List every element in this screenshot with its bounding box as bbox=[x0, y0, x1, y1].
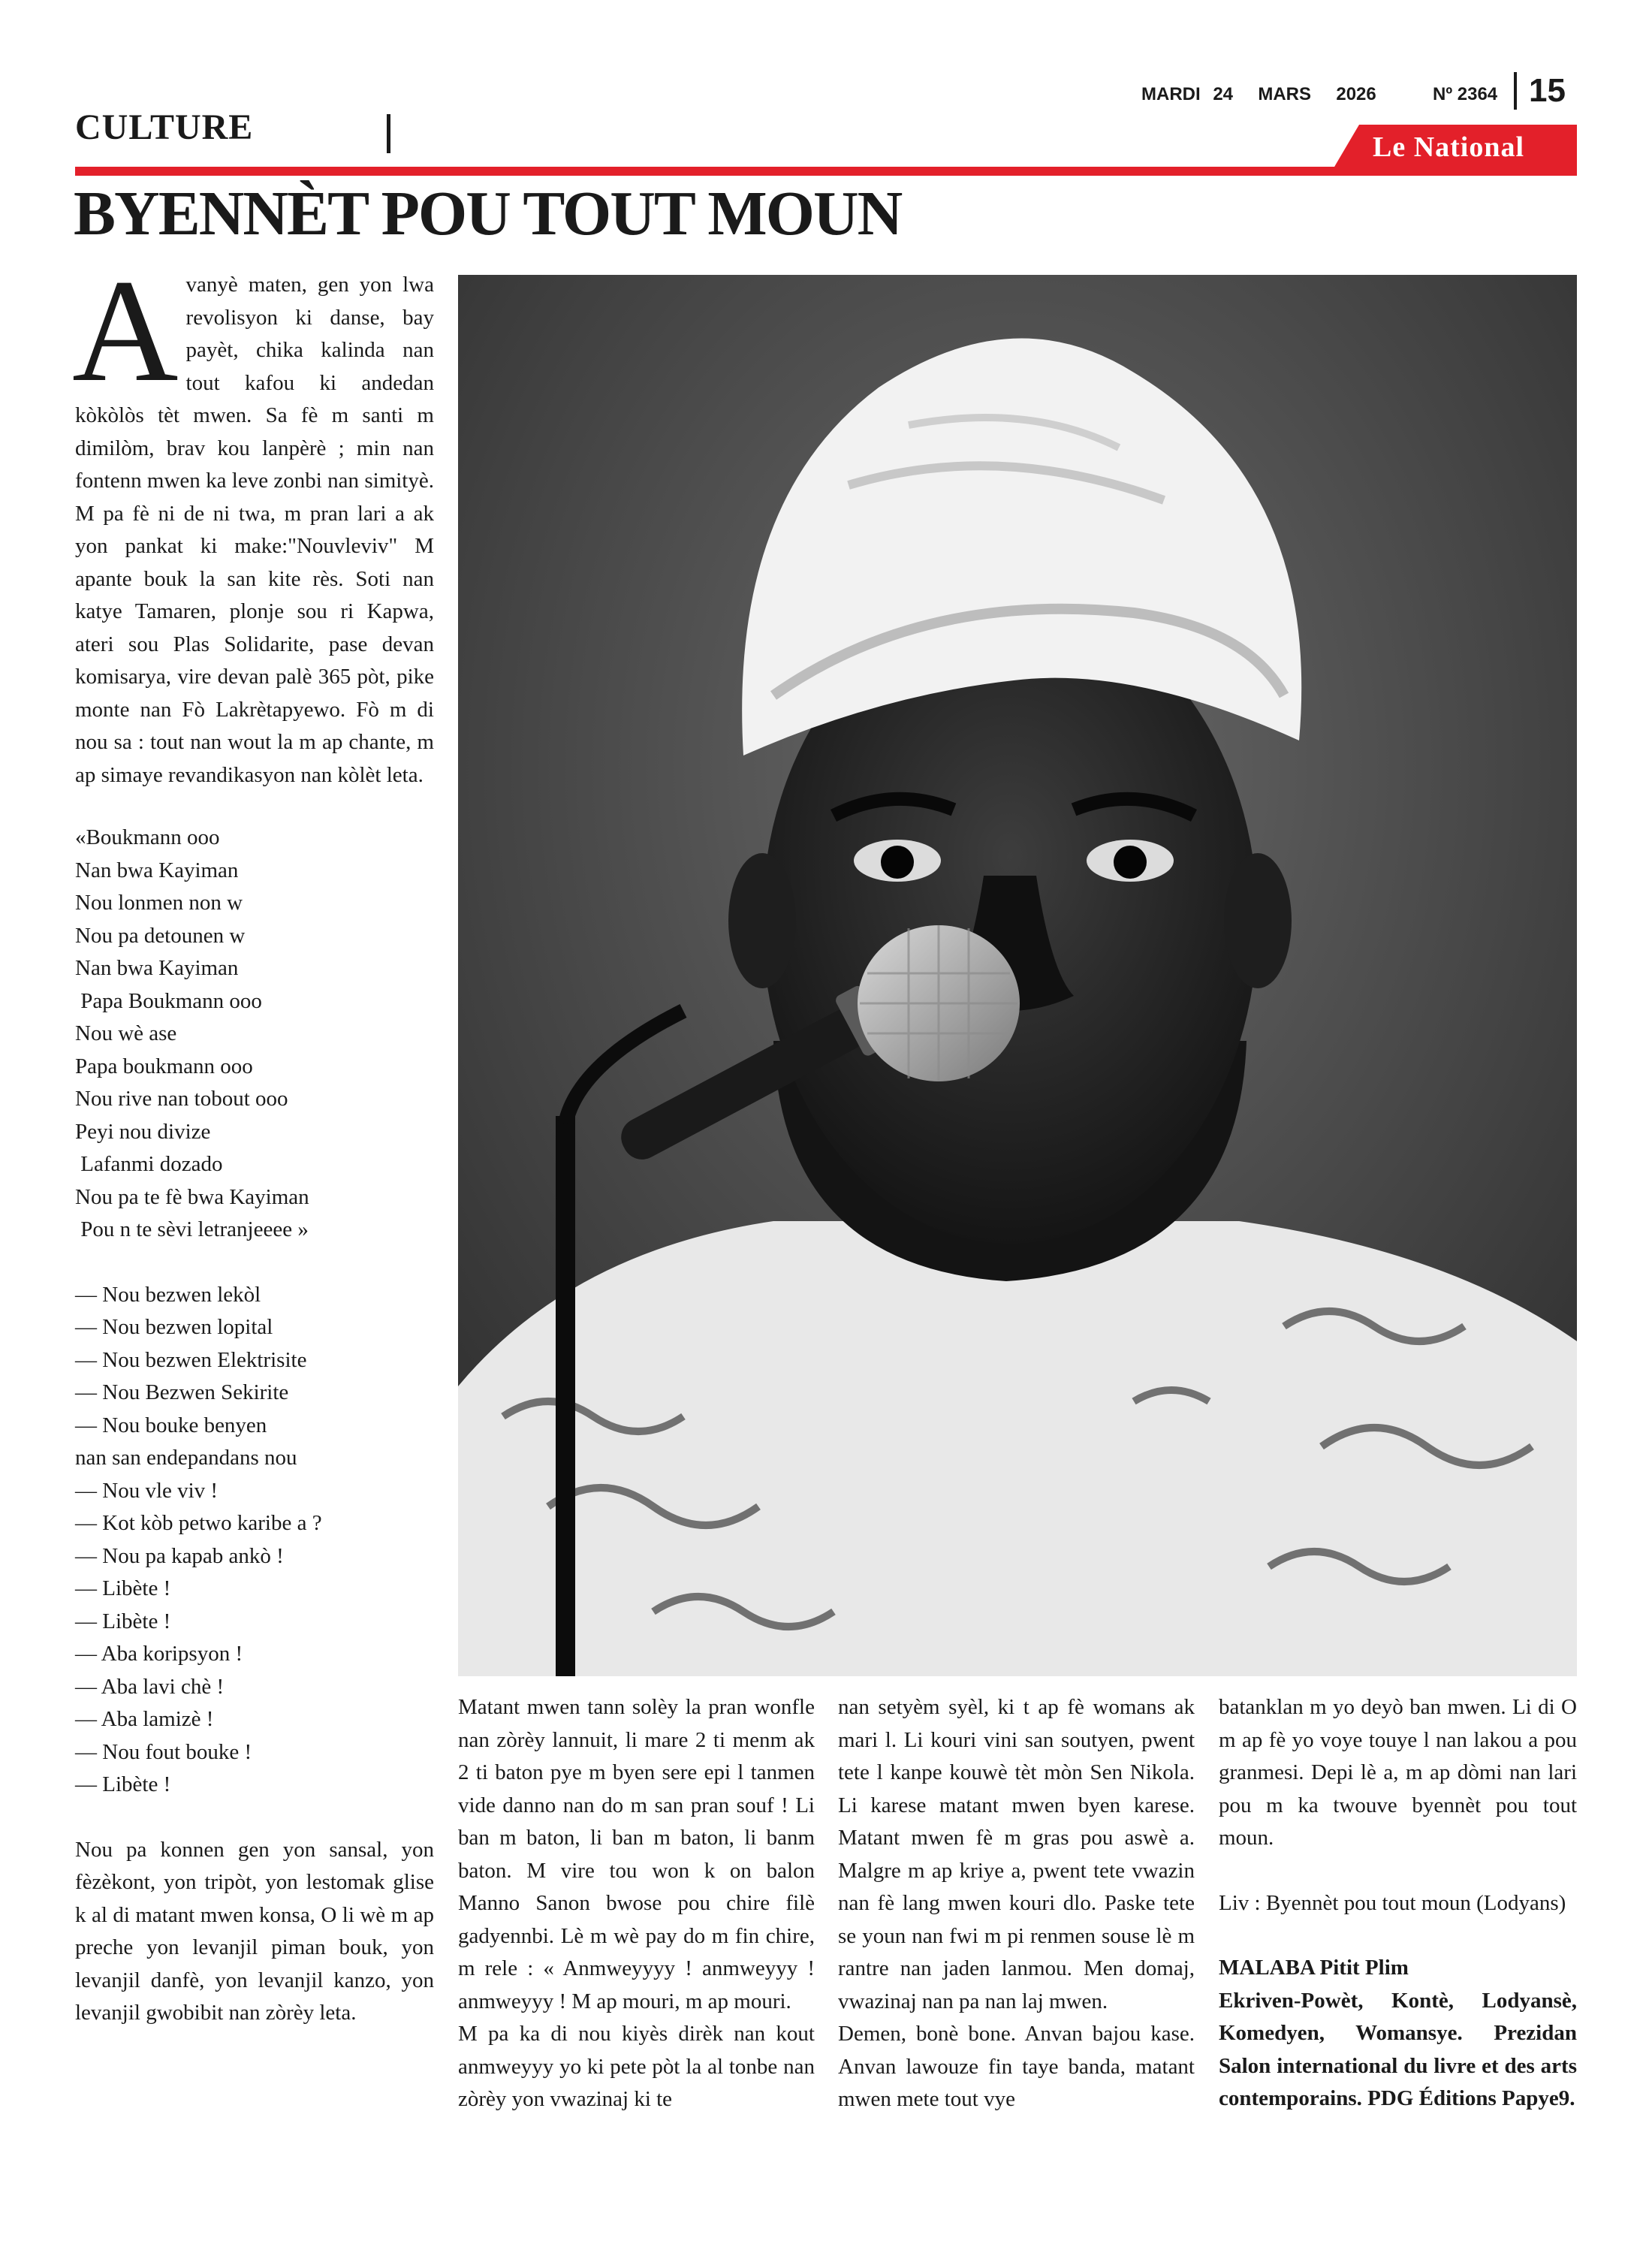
chant-line: — Nou fout bouke ! bbox=[75, 1739, 252, 1764]
col3-paragraph-1: nan setyèm syèl, ki t ap fè womans ak mari l. Li kouri vini san soutyen, pwent tete l kanpe kouwè tèt mòn Sen Nikola. Li karese matant mwen byen karese. Matant mwen fè m gras pou aswè a. Malgre m ap kriye a, pwent tete vwazin nan fè lang mwen kouri dlo. Paske tete se youn nan fwi m pi renmen souse lè m rantre nan jaden lanmou. Men domaj, vwazinaj nan pa nan laj mwen. bbox=[838, 1695, 1195, 2013]
left-column bbox=[72, 249, 434, 2030]
song-verse bbox=[75, 822, 434, 1247]
chant-line: — Nou bouke benyen bbox=[75, 1413, 267, 1437]
article-title: BYENNÈT POU TOUT MOUN bbox=[74, 179, 902, 249]
left-closing-paragraph: Nou pa konnen gen yon sansal, yon fèzèkont, yon tripòt, yon lestomak glise k al di matant mwen konsa, O li wè m ap preche yon levanjil piman bouk, yon levanjil danfè, yon levanjil kanzo, yon levanjil gwobibit nan zòrèy leta. bbox=[75, 1837, 434, 2025]
section-divider bbox=[387, 114, 390, 153]
drop-cap: A bbox=[72, 249, 179, 412]
intro-text: vanyè maten, gen yon lwa revolisyon ki danse, bay payèt, chika kalinda nan tout kafou ki andedan kòkòlòs tèt mwen. Sa fè m santi m dimilòm, brav kou lanpèrè ; min nan fontenn mwen ka leve zonbi nan simityè. M pa fè ni de ni twa, m pran lari a ak yon pankat ki make:"Nouvleviv" M apante bouk la san kite rès. Soti nan katye Tamaren, plonje sou ri Kapwa, ateri sou Plas Solidarite, pase devan komisarya, vire devan palè 365 pòt, pike monte nan Fò Lakrètapyewo. Fò m di nou sa : tout nan wout la m ap chante, m ap simaye revandikasyon nan kòlèt leta. bbox=[75, 273, 434, 787]
song-line: «Boukmann ooo bbox=[75, 825, 220, 849]
issue-divider bbox=[1514, 72, 1517, 110]
col2-paragraph-2: M pa ka di nou kiyès dirèk nan kout anmweyyy yo ki pete pòt la al tonbe nan zòrèy yon vwazinaj ki te bbox=[458, 2022, 815, 2111]
page-number: 15 bbox=[1529, 72, 1566, 109]
song-line: Nan bwa Kayiman bbox=[75, 858, 239, 882]
issue-number: Nº 2364 bbox=[1433, 84, 1498, 104]
col3-paragraph-2: Demen, bonè bone. Anvan bajou kase. Anvan lawouze fin taye banda, matant mwen mete tout vye bbox=[838, 2022, 1195, 2111]
song-line: Nan bwa Kayiman bbox=[75, 956, 239, 980]
chant-line: — Nou vle viv ! bbox=[75, 1478, 219, 1503]
dateline bbox=[1141, 84, 1376, 105]
chant-line: — Nou bezwen lopital bbox=[75, 1315, 273, 1339]
author-name: MALABA Pitit Plim bbox=[1219, 1956, 1409, 1980]
date-day: MARDI bbox=[1141, 84, 1201, 104]
chant-line: — Aba koripsyon ! bbox=[75, 1642, 243, 1666]
song-line: Nou rive nan tobout ooo bbox=[75, 1087, 288, 1111]
chant-line: — Nou pa kapab ankò ! bbox=[75, 1543, 284, 1568]
chant-line: — Aba lavi chè ! bbox=[75, 1674, 225, 1699]
song-line: Lafanmi dozado bbox=[75, 1152, 223, 1176]
chant-line: — Libète ! bbox=[75, 1576, 171, 1600]
chant-line: — Nou bezwen Elektrisite bbox=[75, 1347, 307, 1372]
header-rule bbox=[75, 167, 1577, 176]
column-2 bbox=[458, 1691, 815, 2116]
song-line: Papa Boukmann ooo bbox=[75, 988, 262, 1013]
chant-line: — Kot kòb petwo karibe a ? bbox=[75, 1511, 322, 1535]
song-line: Pou n te sèvi letranjeeee » bbox=[75, 1217, 309, 1241]
chant-line: — Aba lamizè ! bbox=[75, 1707, 214, 1731]
section-label: CULTURE bbox=[75, 107, 254, 147]
author-bio: Ekriven-Powèt, Kontè, Lodyansè, Komedyen, Womansye. Prezidan Salon international du livre et des arts contemporains. PDG Éditions Papye9. bbox=[1219, 1988, 1577, 2110]
column-3 bbox=[838, 1691, 1195, 2116]
chant-line: — Libète ! bbox=[75, 1772, 171, 1796]
column-4 bbox=[1219, 1691, 1577, 2116]
chant-line: — Libète ! bbox=[75, 1609, 171, 1633]
song-line: Peyi nou divize bbox=[75, 1119, 211, 1144]
song-line: Nou pa te fè bwa Kayiman bbox=[75, 1184, 309, 1209]
date-text: 24 MARS 2026 bbox=[1213, 84, 1376, 104]
col4-paragraph-1: batanklan m yo deyò ban mwen. Li di O m ap fè yo voye touye l nan lakou a pou granmesi. Depi lè a, m ap dòmi nan lari pou m ka twouve byennèt pou tout moun. bbox=[1219, 1695, 1577, 1850]
col2-paragraph-1: Matant mwen tann solèy la pran wonfle nan zòrèy lannuit, li mare 2 ti menm ak 2 ti baton pye m byen sere epi l tanmen vide danno nan do m san pran souf ! Li ban m baton, li ban m baton, li banm baton. M vire tou won k on balon Manno Sanon bwose pou chire filè gadyennbi. Lè m wè pay do m fin chire, m rele : « Anmweyyyy ! anmweyyy ! anmweyyy ! M ap mouri, m ap mouri. bbox=[458, 1695, 815, 2013]
book-note: Liv : Byennèt pou tout moun (Lodyans) bbox=[1219, 1890, 1566, 1915]
chant-line: — Nou Bezwen Sekirite bbox=[75, 1380, 289, 1404]
brand-name: Le National bbox=[1373, 131, 1525, 163]
chant-line: nan san endepandans nou bbox=[75, 1446, 297, 1470]
song-line: Nou lonmen non w bbox=[75, 891, 243, 915]
song-line: Nou wè ase bbox=[75, 1021, 177, 1045]
song-line: Papa boukmann ooo bbox=[75, 1054, 253, 1078]
intro-paragraph bbox=[72, 249, 434, 792]
chant-line: — Nou bezwen lekòl bbox=[75, 1282, 261, 1307]
song-line: Nou pa detounen w bbox=[75, 923, 246, 948]
singer-photo bbox=[458, 275, 1577, 1676]
chant-list bbox=[75, 1279, 434, 1802]
